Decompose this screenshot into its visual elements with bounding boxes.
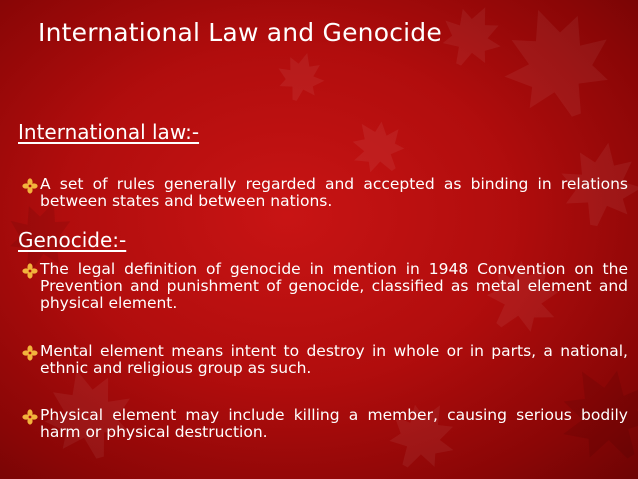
bullet-text: A set of rules generally regarded and accepted as binding in relations between states and between nations. bbox=[40, 175, 628, 210]
heading-genocide: Genocide:- bbox=[18, 228, 127, 252]
heading-international-law: International law:- bbox=[18, 120, 200, 144]
diamond-flower-icon bbox=[20, 177, 40, 195]
bullet-item bbox=[20, 261, 628, 312]
bullet-item bbox=[20, 343, 628, 377]
bullet-text: Physical element may include killing a member, causing serious bodily harm or physical destruction. bbox=[40, 406, 628, 441]
diamond-flower-icon bbox=[20, 408, 40, 426]
bullet-item bbox=[20, 176, 628, 210]
maple-leaf-icon bbox=[339, 108, 416, 185]
diamond-flower-icon bbox=[20, 344, 40, 362]
bullet-item bbox=[20, 407, 628, 441]
diamond-flower-icon bbox=[20, 262, 40, 280]
maple-leaf-icon bbox=[431, 0, 513, 77]
bullet-text: The legal definition of genocide in mention in 1948 Convention on the Prevention and punishment of genocide, classified as metal element and physical element. bbox=[40, 260, 628, 312]
maple-leaf-icon bbox=[487, 0, 628, 134]
bullet-text: Mental element means intent to destroy in whole or in parts, a national, ethnic and religious group as such. bbox=[40, 342, 628, 377]
maple-leaf-icon bbox=[272, 47, 331, 107]
slide-title: International Law and Genocide bbox=[38, 18, 442, 47]
